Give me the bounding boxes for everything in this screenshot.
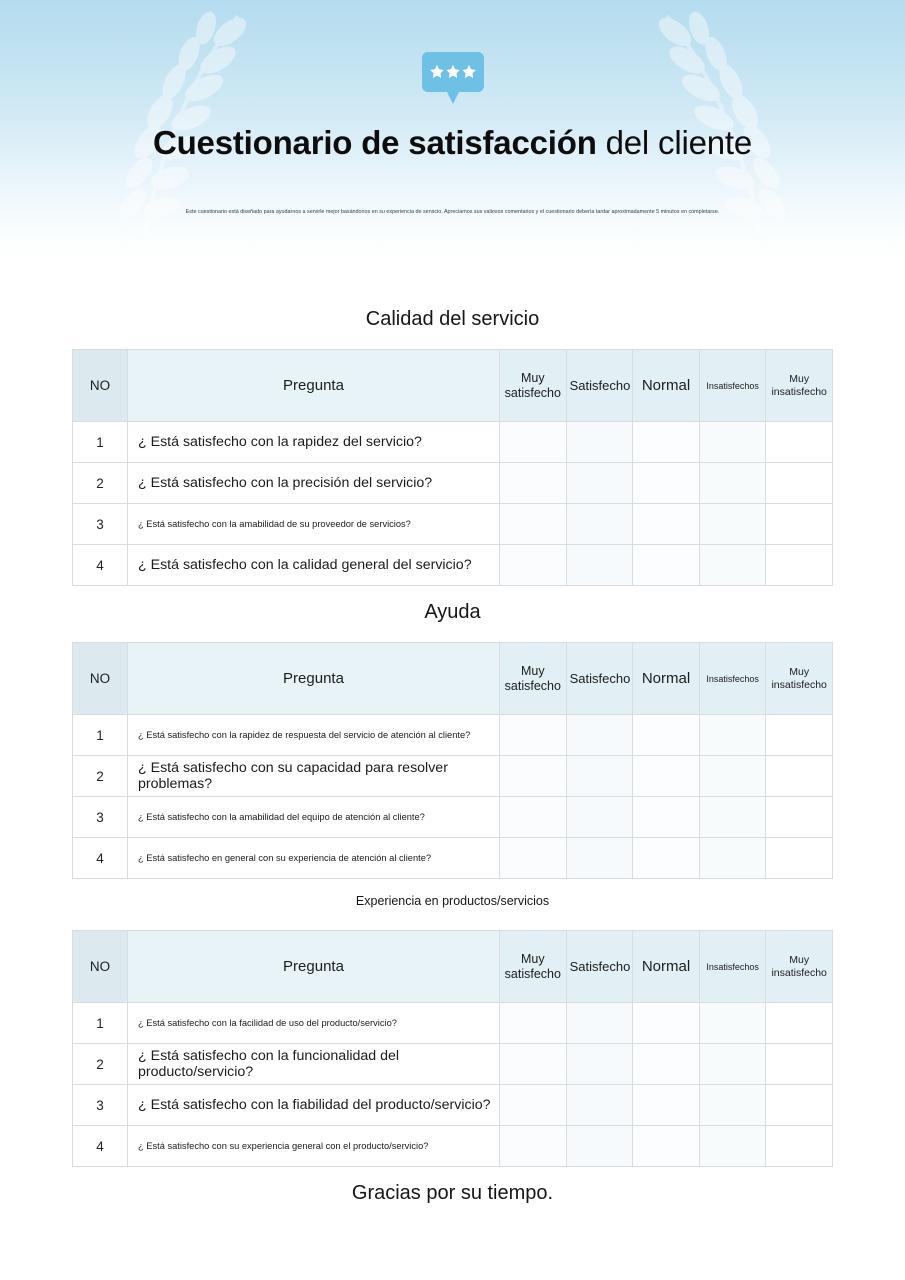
row-number: 3: [73, 797, 128, 838]
question-text: ¿ Está satisfecho con la facilidad de uso del producto/servicio?: [128, 1003, 500, 1044]
question-text: ¿ Está satisfecho con la precisión del servicio?: [128, 463, 500, 504]
rating-cell-muy-satisfecho[interactable]: [500, 1003, 567, 1044]
column-header-rating-normal: Normal: [633, 350, 700, 422]
column-header-rating-muy-satisfecho: Muy satisfecho: [500, 931, 567, 1003]
rating-cell-normal[interactable]: [633, 1085, 700, 1126]
question-text: ¿ Está satisfecho con la rapidez del servicio?: [128, 422, 500, 463]
column-header-question: Pregunta: [128, 350, 500, 422]
spacer: [0, 625, 905, 642]
column-header-no: NO: [73, 350, 128, 422]
page-title: [0, 120, 905, 166]
table-row: [73, 838, 833, 879]
rating-cell-satisfecho[interactable]: [566, 838, 633, 879]
column-header-question: Pregunta: [128, 643, 500, 715]
rating-cell-normal[interactable]: [633, 797, 700, 838]
spacer: [0, 332, 905, 349]
table-wrapper: [0, 930, 905, 1167]
thank-you-message: Gracias por su tiempo.: [351, 1182, 554, 1204]
rating-cell-muy-insatisfecho[interactable]: [766, 838, 833, 879]
spacer: [0, 911, 905, 930]
table-body: [73, 1003, 833, 1167]
row-number: 4: [73, 1126, 128, 1167]
question-text: ¿ Está satisfecho con la calidad general del servicio?: [128, 545, 500, 586]
column-header-rating-muy-insatisfecho: Muy insatisfecho: [766, 643, 833, 715]
rating-cell-insatisfechos[interactable]: [699, 504, 766, 545]
table-row: [73, 756, 833, 797]
table-row: [73, 797, 833, 838]
rating-cell-muy-insatisfecho[interactable]: [766, 545, 833, 586]
page-header-banner: [0, 0, 905, 258]
question-text: ¿ Está satisfecho con la amabilidad del equipo de atención al cliente?: [128, 797, 500, 838]
row-number: 3: [73, 1085, 128, 1126]
column-header-rating-insatisfechos: Insatisfechos: [699, 931, 766, 1003]
question-text: ¿ Está satisfecho en general con su experiencia de atención al cliente?: [128, 838, 500, 879]
table-row: [73, 504, 833, 545]
column-header-rating-muy-satisfecho: Muy satisfecho: [500, 643, 567, 715]
rating-cell-muy-satisfecho[interactable]: [500, 715, 567, 756]
rating-cell-normal[interactable]: [633, 756, 700, 797]
rating-cell-normal[interactable]: [633, 1126, 700, 1167]
table-row: [73, 715, 833, 756]
row-number: 1: [73, 1003, 128, 1044]
table-wrapper: [0, 349, 905, 586]
rating-cell-muy-satisfecho[interactable]: [500, 504, 567, 545]
section-title: Calidad del servicio: [365, 308, 540, 330]
table-header-row: [73, 643, 833, 715]
table-head: [73, 643, 833, 715]
table-row: [73, 1085, 833, 1126]
rating-cell-satisfecho[interactable]: [566, 463, 633, 504]
rating-cell-normal[interactable]: [633, 463, 700, 504]
survey-section-2: [0, 599, 905, 879]
question-text: ¿ Está satisfecho con la rapidez de respuesta del servicio de atención al cliente?: [128, 715, 500, 756]
table-wrapper: [0, 642, 905, 879]
table-row: [73, 1003, 833, 1044]
spacer: [0, 586, 905, 599]
rating-cell-muy-satisfecho[interactable]: [500, 1126, 567, 1167]
page-title-primary: Cuestionario de satisfacción: [152, 124, 597, 161]
question-text: ¿ Está satisfecho con la funcionalidad del producto/servicio?: [128, 1044, 500, 1085]
rating-cell-insatisfechos[interactable]: [699, 1003, 766, 1044]
rating-cell-muy-satisfecho[interactable]: [500, 463, 567, 504]
rating-cell-muy-satisfecho[interactable]: [500, 756, 567, 797]
table-head: [73, 931, 833, 1003]
rating-cell-muy-satisfecho[interactable]: [500, 797, 567, 838]
column-header-rating-muy-insatisfecho: Muy insatisfecho: [766, 931, 833, 1003]
rating-cell-insatisfechos[interactable]: [699, 715, 766, 756]
rating-cell-muy-insatisfecho[interactable]: [766, 1003, 833, 1044]
column-header-rating-satisfecho: Satisfecho: [566, 931, 633, 1003]
rating-cell-satisfecho[interactable]: [566, 797, 633, 838]
question-text: ¿ Está satisfecho con su experiencia general con el producto/servicio?: [128, 1126, 500, 1167]
page-subtitle: Este cuestionario está diseñado para ayudarnos a servirle mejor basándonos en su experiencia de servicio. Apreciamos sus valiosos comentarios y el cuestionario debería tardar aproximadamente 5 minutos en completarse.: [185, 209, 720, 215]
rating-cell-muy-satisfecho[interactable]: [500, 545, 567, 586]
column-header-rating-insatisfechos: Insatisfechos: [699, 643, 766, 715]
rating-cell-muy-satisfecho[interactable]: [500, 422, 567, 463]
column-header-rating-muy-satisfecho: Muy satisfecho: [500, 350, 567, 422]
rating-cell-muy-insatisfecho[interactable]: [766, 1085, 833, 1126]
survey-table: [72, 349, 833, 586]
rating-cell-muy-satisfecho[interactable]: [500, 1085, 567, 1126]
question-text: ¿ Está satisfecho con su capacidad para resolver problemas?: [128, 756, 500, 797]
spacer: [0, 879, 905, 891]
row-number: 2: [73, 1044, 128, 1085]
survey-section-3: [0, 891, 905, 1167]
rating-cell-insatisfechos[interactable]: [699, 1085, 766, 1126]
column-header-rating-satisfecho: Satisfecho: [566, 643, 633, 715]
rating-cell-muy-insatisfecho[interactable]: [766, 422, 833, 463]
column-header-rating-normal: Normal: [633, 643, 700, 715]
column-header-rating-normal: Normal: [633, 931, 700, 1003]
rating-cell-muy-insatisfecho[interactable]: [766, 715, 833, 756]
column-header-rating-satisfecho: Satisfecho: [566, 350, 633, 422]
table-row: [73, 1044, 833, 1085]
table-body: [73, 422, 833, 586]
column-header-no: NO: [73, 931, 128, 1003]
row-number: 1: [73, 715, 128, 756]
rating-cell-satisfecho[interactable]: [566, 1044, 633, 1085]
rating-cell-muy-satisfecho[interactable]: [500, 1044, 567, 1085]
speech-bubble-three-stars-icon: [422, 52, 484, 104]
rating-cell-muy-insatisfecho[interactable]: [766, 1044, 833, 1085]
survey-section-1: [0, 306, 905, 586]
rating-cell-satisfecho[interactable]: [566, 1126, 633, 1167]
column-header-rating-insatisfechos: Insatisfechos: [699, 350, 766, 422]
rating-cell-muy-satisfecho[interactable]: [500, 838, 567, 879]
rating-cell-satisfecho[interactable]: [566, 1085, 633, 1126]
section-title: Ayuda: [424, 601, 481, 623]
table-row: [73, 422, 833, 463]
rating-cell-satisfecho[interactable]: [566, 715, 633, 756]
rating-cell-normal[interactable]: [633, 504, 700, 545]
rating-cell-muy-insatisfecho[interactable]: [766, 1126, 833, 1167]
rating-cell-normal[interactable]: [633, 1003, 700, 1044]
table-header-row: [73, 931, 833, 1003]
row-number: 4: [73, 545, 128, 586]
spacer: [0, 1167, 905, 1180]
rating-cell-muy-insatisfecho[interactable]: [766, 463, 833, 504]
survey-table: [72, 642, 833, 879]
rating-cell-muy-insatisfecho[interactable]: [766, 756, 833, 797]
row-number: 2: [73, 463, 128, 504]
column-header-question: Pregunta: [128, 931, 500, 1003]
rating-cell-insatisfechos[interactable]: [699, 1126, 766, 1167]
rating-cell-normal[interactable]: [633, 715, 700, 756]
rating-cell-insatisfechos[interactable]: [699, 756, 766, 797]
rating-cell-muy-insatisfecho[interactable]: [766, 797, 833, 838]
row-number: 3: [73, 504, 128, 545]
table-head: [73, 350, 833, 422]
column-header-rating-muy-insatisfecho: Muy insatisfecho: [766, 350, 833, 422]
rating-cell-satisfecho[interactable]: [566, 756, 633, 797]
rating-cell-normal[interactable]: [633, 838, 700, 879]
question-text: ¿ Está satisfecho con la fiabilidad del producto/servicio?: [128, 1085, 500, 1126]
row-number: 4: [73, 838, 128, 879]
table-row: [73, 545, 833, 586]
row-number: 2: [73, 756, 128, 797]
rating-cell-satisfecho[interactable]: [566, 545, 633, 586]
column-header-no: NO: [73, 643, 128, 715]
rating-cell-insatisfechos[interactable]: [699, 838, 766, 879]
rating-cell-satisfecho[interactable]: [566, 422, 633, 463]
table-header-row: [73, 350, 833, 422]
rating-cell-insatisfechos[interactable]: [699, 545, 766, 586]
survey-body: [0, 258, 905, 1206]
spacer: [0, 258, 905, 306]
page-title-secondary: del cliente: [605, 124, 753, 161]
survey-table: [72, 930, 833, 1167]
rating-cell-insatisfechos[interactable]: [699, 797, 766, 838]
rating-cell-normal[interactable]: [633, 545, 700, 586]
row-number: 1: [73, 422, 128, 463]
rating-cell-satisfecho[interactable]: [566, 1003, 633, 1044]
rating-cell-muy-insatisfecho[interactable]: [766, 504, 833, 545]
rating-cell-insatisfechos[interactable]: [699, 1044, 766, 1085]
rating-cell-insatisfechos[interactable]: [699, 422, 766, 463]
rating-cell-normal[interactable]: [633, 1044, 700, 1085]
table-row: [73, 463, 833, 504]
table-row: [73, 1126, 833, 1167]
rating-cell-satisfecho[interactable]: [566, 504, 633, 545]
table-body: [73, 715, 833, 879]
rating-cell-insatisfechos[interactable]: [699, 463, 766, 504]
rating-cell-normal[interactable]: [633, 422, 700, 463]
question-text: ¿ Está satisfecho con la amabilidad de su proveedor de servicios?: [128, 504, 500, 545]
section-title: Experiencia en productos/servicios: [355, 894, 550, 908]
